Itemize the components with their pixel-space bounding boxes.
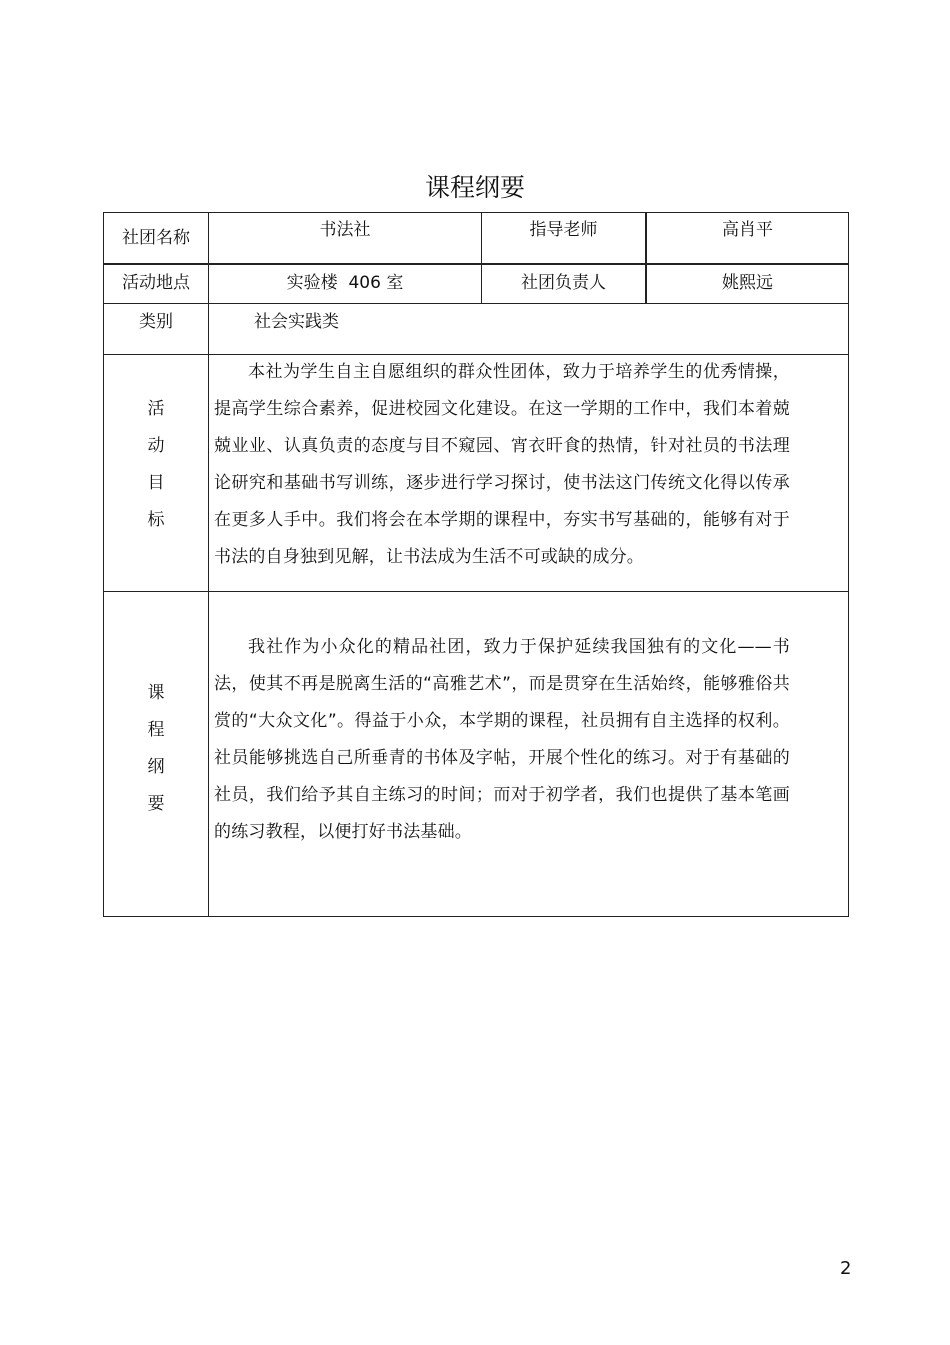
course-outline-table <box>103 212 849 917</box>
location-label: 活动地点 <box>122 273 190 293</box>
location-value: 实验楼 406 室 <box>286 273 404 293</box>
leader-label: 社团负责人 <box>521 273 606 293</box>
category-label: 类别 <box>139 312 173 332</box>
row-divider <box>104 263 848 265</box>
course-outline-label-char: 要 <box>147 794 165 814</box>
club-name-label: 社团名称 <box>122 228 190 248</box>
activity-goal-text: 本社为学生自主自愿组织的群众性团体，致力于培养学生的优秀情操，提高学生综合素养，促进校园文化建设。在这一学期的工作中，我们本着兢兢业业、认真负责的态度与目不窥园、宵衣旰食的热情，针对社员的书法理论研究和基础书写训练，逐步进行学习探讨，使书法这门传统文化得以传承在更多人手中。我们将会在本学期的课程中，夯实书写基础的，能够有对于书法的自身独到见解，让书法成为生活不可或缺的成分。 <box>214 362 790 567</box>
row-divider <box>104 591 848 592</box>
row-divider <box>104 303 848 304</box>
activity-goal-label-char: 目 <box>147 473 165 493</box>
document-title: 课程纲要 <box>424 173 525 202</box>
activity-goal-label <box>104 391 208 539</box>
leader-value: 姚熙远 <box>722 273 773 293</box>
course-outline-text: 我社作为小众化的精品社团，致力于保护延续我国独有的文化——书法，使其不再是脱离生活的“高雅艺术”，而是贯穿在生活始终，能够雅俗共赏的“大众文化”。得益于小众，本学期的课程，社员拥有自主选择的权利。社员能够挑选自己所垂青的书体及字帖，开展个性化的练习。对于有基础的社员，我们给予其自主练习的时间；而对于初学者，我们也提供了基本笔画的练习教程，以便打好书法基础。 <box>214 637 790 842</box>
teacher-label: 指导老师 <box>529 220 598 240</box>
column-divider <box>208 213 209 916</box>
category-value: 社会实践类 <box>254 312 339 332</box>
activity-goal-label-char: 动 <box>147 436 165 456</box>
club-name-value: 书法社 <box>319 220 371 240</box>
course-outline-label <box>104 675 208 823</box>
activity-goal-label-char: 活 <box>147 399 165 419</box>
activity-goal-label-char: 标 <box>147 510 165 530</box>
course-outline-label-char: 纲 <box>147 757 165 777</box>
course-outline-label-char: 程 <box>147 720 165 740</box>
teacher-value: 高肖平 <box>722 220 773 240</box>
course-outline-label-char: 课 <box>147 683 165 703</box>
page-number: 2 <box>840 1258 852 1279</box>
